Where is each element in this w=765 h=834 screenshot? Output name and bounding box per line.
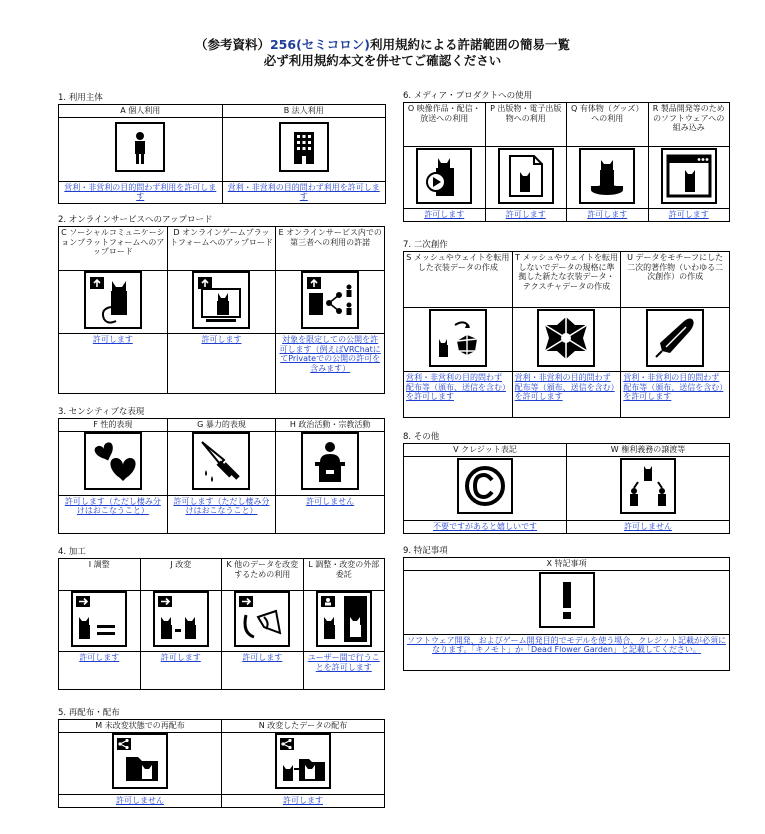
item-footer-l: ユーザー間で行うことを許可します [303, 652, 385, 690]
item-footer-o: 許可します [404, 209, 486, 222]
exclamation-icon [539, 572, 595, 628]
item-header-v: V クレジット表記 [404, 444, 567, 457]
item-footer-k: 許可します [222, 652, 304, 690]
item-header-q: Q 有体物（グッズ）への利用 [567, 103, 649, 147]
item-header-e: E オンラインサービス内での第三者への利用の許諾 [276, 227, 385, 271]
item-footer-t: 営利・非営利の目的問わず配布等（頒布、送信を含む）を許可します [512, 372, 621, 418]
item-footer-v: 不要ですがあると嬉しいです [404, 520, 567, 533]
transfer-rights-icon [620, 458, 676, 514]
item-header-o: O 映像作品・配信・放送への利用 [404, 103, 486, 147]
outsource-icon [316, 591, 372, 647]
item-header-c: C ソーシャルコミュニケーションプラットフォームへのアップロード [59, 227, 168, 271]
section-heading: 7. 二次創作 [403, 240, 448, 250]
item-footer-w: 許可しません [567, 520, 730, 533]
item-footer-u: 営利・非営利の目的問わず配布等（頒布、送信を含む）を許可します [621, 372, 730, 418]
share-third-party-icon [301, 271, 359, 329]
person-icon [115, 122, 165, 172]
item-header-d: D オンラインゲームプラットフォームへのアップロード [167, 227, 276, 271]
section-heading: 9. 特記事項 [403, 546, 448, 556]
new-costume-icon [537, 309, 595, 367]
item-footer-g: 許可します（ただし棲み分けはおこなうこと） [167, 495, 276, 533]
section-derivative-works [403, 240, 730, 418]
item-header-a: A 個人利用 [59, 105, 223, 118]
item-footer-n: 許可します [222, 794, 385, 807]
mesh-reuse-icon [429, 309, 487, 367]
item-footer-q: 許可します [567, 209, 649, 222]
section-redistribution [58, 708, 385, 808]
video-icon [416, 148, 472, 204]
goods-icon [579, 148, 635, 204]
knife-icon [192, 432, 250, 490]
adjust-icon [71, 591, 127, 647]
hearts-icon [84, 432, 142, 490]
item-header-j: J 改変 [140, 559, 222, 591]
item-header-i: I 調整 [59, 559, 141, 591]
item-footer-r: 許可します [648, 209, 730, 222]
section-heading: 6. メディア・プロダクトへの使用 [403, 91, 533, 101]
item-header-w: W 権利義務の譲渡等 [567, 444, 730, 457]
item-footer-c: 許可します [59, 334, 168, 394]
section-heading: 1. 利用主体 [58, 93, 103, 103]
item-footer-b: 営利・非営利の目的問わず利用を許可します [222, 181, 386, 203]
modify-icon [153, 591, 209, 647]
section-heading: 4. 加工 [58, 547, 86, 557]
section-heading: 5. 再配布・配布 [58, 708, 120, 718]
section-heading: 2. オンラインサービスへのアップロード [58, 215, 213, 225]
section-processing [58, 547, 385, 690]
section-special-notes [403, 546, 730, 671]
fan-art-icon [646, 309, 704, 367]
item-header-k: K 他のデータを改変するための利用 [222, 559, 304, 591]
item-header-s: S メッシュやウェイトを転用した衣装データの作成 [404, 252, 513, 308]
item-footer-e: 対象を限定しての公開を許可します（例えばVRChatにてPrivateでの公開の許可を含みます） [276, 334, 385, 394]
section-media-products [403, 91, 730, 222]
item-header-l: L 調整・改変の外部委託 [303, 559, 385, 591]
item-header-u: U データをモチーフにした二次的著作物（いわゆる二次創作）の作成 [621, 252, 730, 308]
item-footer-j: 許可します [140, 652, 222, 690]
copyright-icon [457, 458, 513, 514]
building-icon [279, 122, 329, 172]
section-other [403, 432, 730, 534]
item-header-n: N 改変したデータの配布 [222, 720, 385, 733]
item-header-m: M 未改変状態での再配布 [59, 720, 222, 733]
item-footer-a: 営利・非営利の目的問わず利用を許可します [59, 181, 223, 203]
section-heading: 8. その他 [403, 432, 440, 442]
item-header-r: R 製品開発等のためのソフトウェアへの組み込み [648, 103, 730, 147]
item-footer-x: ソフトウェア開発、およびゲーム開発目的でモデルを使う場合、クレジット記載が必須になります。「キノモト」か「Dead Flower Garden」と記載してください。 [404, 634, 730, 670]
redistribute-icon [112, 733, 168, 789]
modify-other-icon [234, 591, 290, 647]
item-footer-h: 許可しません [276, 495, 385, 533]
section-sensitive-expression [58, 407, 385, 534]
item-header-p: P 出版物・電子出版物への利用 [485, 103, 567, 147]
item-footer-s: 営利・非営利の目的問わず配布等（頒布、送信を含む）を許可します [404, 372, 513, 418]
item-header-b: B 法人利用 [222, 105, 386, 118]
item-footer-p: 許可します [485, 209, 567, 222]
title-suffix: 利用規約による許諾範囲の簡易一覧 [370, 37, 571, 52]
upload-social-icon [84, 271, 142, 329]
item-header-x: X 特記事項 [404, 558, 730, 571]
distribute-modified-icon [275, 733, 331, 789]
page-subtitle: 必ず利用規約本文を併せてご確認ください [263, 53, 502, 68]
item-footer-m: 許可しません [59, 794, 222, 807]
section-usage-subject [58, 93, 386, 204]
title-prefix: （参考資料） [194, 37, 270, 52]
item-header-h: H 政治活動・宗教活動 [276, 419, 385, 432]
publication-icon [498, 148, 554, 204]
podium-icon [301, 432, 359, 490]
upload-game-icon [192, 271, 250, 329]
item-header-t: T メッシュやウェイトを転用しないでデータの規格に準拠した新たな衣装データ・テクスチャデータの作成 [512, 252, 621, 308]
item-header-f: F 性的表現 [59, 419, 168, 432]
software-icon [661, 148, 717, 204]
item-footer-f: 許可します（ただし棲み分けはおこなうこと） [59, 495, 168, 533]
section-heading: 3. センシティブな表現 [58, 407, 145, 417]
item-footer-i: 許可します [59, 652, 141, 690]
title-highlight: 256(セミコロン) [269, 37, 371, 52]
section-online-upload [58, 215, 385, 394]
item-header-g: G 暴力的表現 [167, 419, 276, 432]
item-footer-d: 許可します [167, 334, 276, 394]
